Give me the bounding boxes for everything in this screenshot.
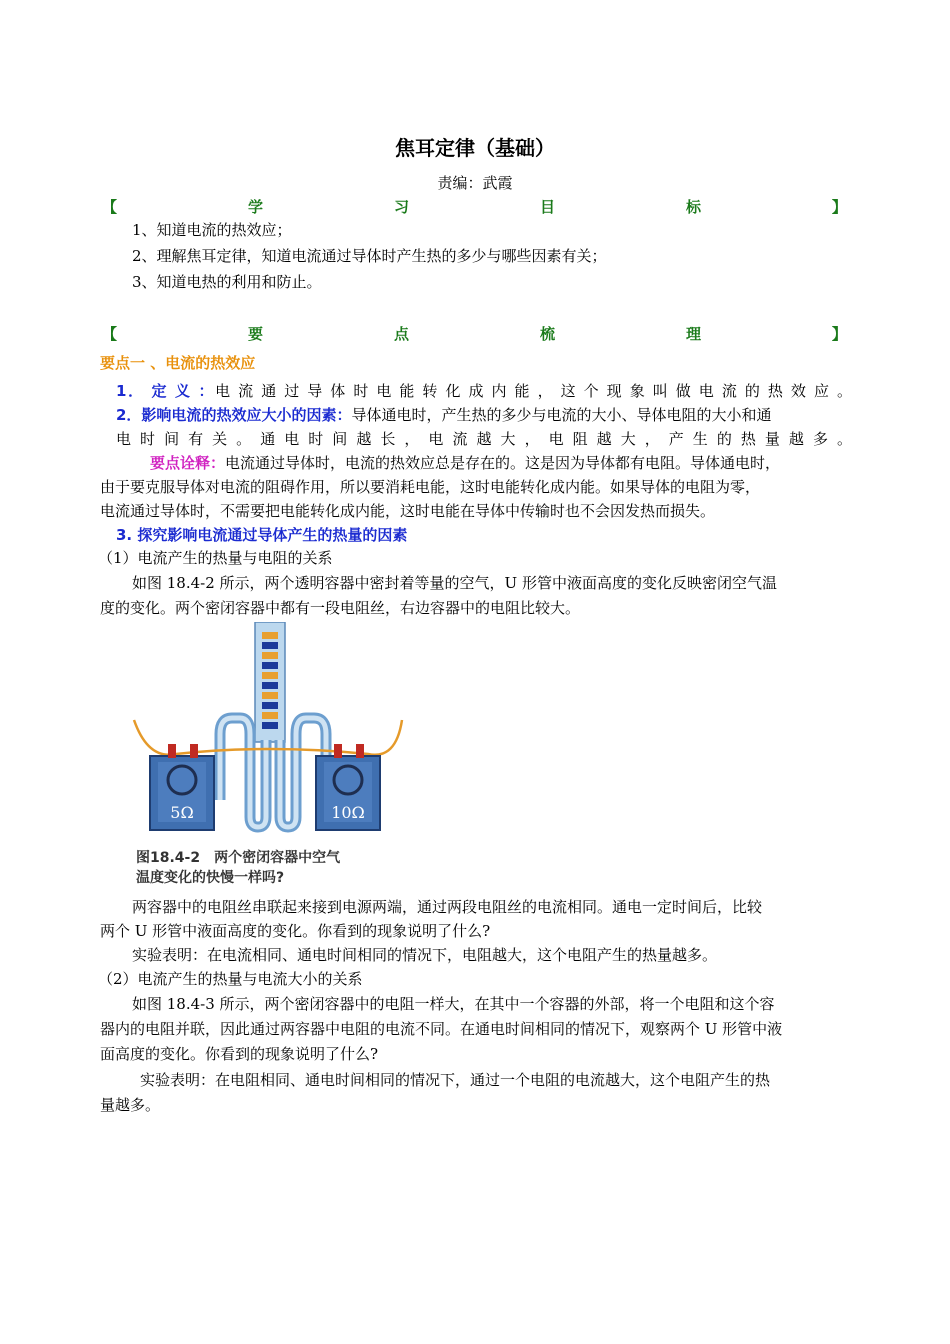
sub2-conclusion-2: 量越多。 bbox=[100, 1096, 161, 1114]
sub1-conclusion: 实验表明：在电流相同、通电时间相同的情况下，电阻越大，这个电阻产生的热量越多。 bbox=[132, 946, 718, 964]
factor-line: 2．影响电流的热效应大小的因素：导体通电时，产生热的多少与电流的大小、导体电阻的大小和通 bbox=[116, 406, 772, 424]
sub2-title: （2）电流产生的热量与电流大小的关系 bbox=[98, 970, 363, 988]
sub1-title: （1）电流产生的热量与电阻的关系 bbox=[98, 549, 333, 567]
explain-line-3: 电流通过导体时，不需要把电能转化成内能，这时电能在导体中传输时也不会因发热而损失。 bbox=[100, 502, 716, 520]
sub1-para-4: 两个 U 形管中液面高度的变化。你看到的现象说明了什么? bbox=[100, 922, 491, 940]
goal-item: 2、理解焦耳定律，知道电流通过导体时产生热的多少与哪些因素有关； bbox=[132, 247, 607, 265]
definition-text: 电 流 通 过 导 体 时 电 能 转 化 成 内 能 ， 这 个 现 象 叫 做 电 流 的 热 效 应 。 bbox=[215, 382, 852, 400]
sub2-conclusion-1: 实验表明：在电阻相同、通电时间相同的情况下，通过一个电阻的电流越大，这个电阻产生的热 bbox=[140, 1071, 771, 1089]
figure-caption-1: 图18.4-2 两个密闭容器中空气 bbox=[136, 850, 341, 866]
figure-18-4-2 bbox=[128, 622, 408, 886]
definition-line bbox=[116, 380, 852, 402]
definition-label: 1． 定 义 ： bbox=[116, 382, 216, 400]
page-title: 焦耳定律（基础） bbox=[395, 136, 555, 160]
key-points-header: 【 要 点 梳 理 】 bbox=[102, 325, 847, 343]
factor-label: 2．影响电流的热效应大小的因素： bbox=[116, 406, 352, 424]
goal-item: 3、知道电热的利用和防止。 bbox=[132, 273, 322, 291]
sub2-para-2: 器内的电阻并联，因此通过两容器中电阻的电流不同。在通电时间相同的情况下，观察两个 U 形管中液 bbox=[100, 1020, 783, 1038]
explore-title: 3. 探究影响电流通过导体产生的热量的因素 bbox=[116, 526, 408, 544]
factor-line-2: 电 时 间 有 关 。 通 电 时 间 越 长 ， 电 流 越 大 ， 电 阻 越 大 ， 产 生 的 热 量 越 多 。 bbox=[116, 430, 852, 448]
explain-line-1: 要点诠释：电流通过导体时，电流的热效应总是存在的。这是因为导体都有电阻。导体通电时， bbox=[150, 454, 781, 472]
explain-label: 要点诠释： bbox=[150, 454, 226, 472]
point1-title: 要点一 、电流的热效应 bbox=[100, 354, 256, 372]
goal-item: 1、知道电流的热效应； bbox=[132, 221, 292, 239]
explain-line-2: 由于要克服导体对电流的阻碍作用，所以要消耗电能，这时电能转化成内能。如果导体的电阻为零， bbox=[100, 478, 761, 496]
sub1-para-3: 两容器中的电阻丝串联起来接到电源两端，通过两段电阻丝的电流相同。通电一定时间后，比较 bbox=[132, 898, 763, 916]
apparatus-diagram bbox=[128, 622, 408, 886]
left-resistor-label: 5Ω bbox=[170, 803, 194, 822]
figure-caption-2: 温度变化的快慢一样吗? bbox=[136, 870, 285, 886]
sub2-para-1: 如图 18.4-3 所示，两个密闭容器中的电阻一样大，在其中一个容器的外部，将一个电阻和这个容 bbox=[132, 995, 775, 1013]
editor-line: 责编：武霞 bbox=[437, 174, 513, 192]
sub2-para-3: 面高度的变化。你看到的现象说明了什么? bbox=[100, 1045, 379, 1063]
sub1-para-1: 如图 18.4-2 所示，两个透明容器中密封着等量的空气，U 形管中液面高度的变化反映密闭空气温 bbox=[132, 574, 777, 592]
right-resistor-label: 10Ω bbox=[331, 803, 365, 822]
sub1-para-2: 度的变化。两个密闭容器中都有一段电阻丝，右边容器中的电阻比较大。 bbox=[100, 599, 581, 617]
learning-goals-header: 【 学 习 目 标 】 bbox=[102, 198, 847, 216]
